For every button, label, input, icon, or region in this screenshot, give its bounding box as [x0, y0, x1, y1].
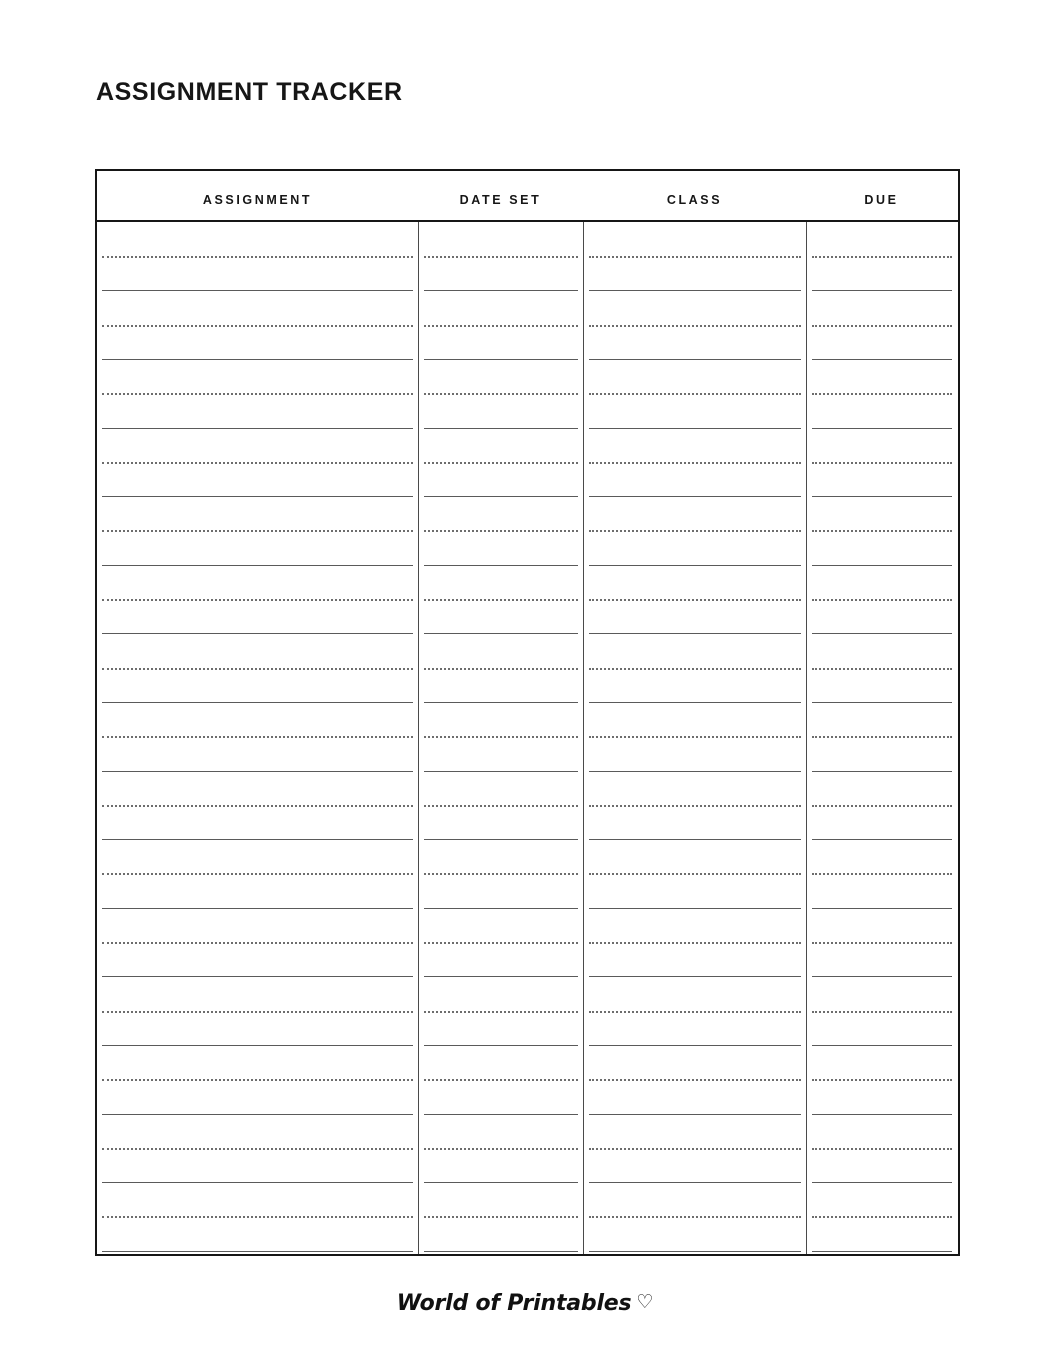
writing-line-solid: [102, 290, 413, 291]
writing-line-dotted: [102, 1148, 413, 1150]
writing-line-solid: [424, 702, 578, 703]
writing-line-solid: [424, 290, 578, 291]
writing-line-dotted: [589, 736, 801, 738]
writing-line-dotted: [589, 1079, 801, 1081]
writing-line-dotted: [812, 462, 952, 464]
writing-line-solid: [589, 702, 801, 703]
writing-line-dotted: [102, 1011, 413, 1013]
writing-line-solid: [102, 976, 413, 977]
writing-line-dotted: [812, 805, 952, 807]
writing-line-solid: [812, 1251, 952, 1252]
writing-line-dotted: [589, 256, 801, 258]
table-body: [97, 222, 958, 1254]
writing-lines-class: [589, 222, 801, 1254]
writing-line-dotted: [589, 942, 801, 944]
writing-line-dotted: [102, 393, 413, 395]
writing-line-solid: [589, 1251, 801, 1252]
writing-line-solid: [424, 839, 578, 840]
writing-line-solid: [589, 565, 801, 566]
writing-line-solid: [424, 1114, 578, 1115]
writing-line-solid: [812, 976, 952, 977]
writing-line-dotted: [589, 1011, 801, 1013]
writing-line-dotted: [424, 1079, 578, 1081]
writing-line-solid: [812, 565, 952, 566]
writing-line-solid: [102, 428, 413, 429]
writing-line-solid: [589, 359, 801, 360]
writing-line-solid: [589, 771, 801, 772]
writing-line-dotted: [424, 256, 578, 258]
writing-line-solid: [424, 428, 578, 429]
writing-line-dotted: [589, 873, 801, 875]
writing-line-solid: [424, 976, 578, 977]
writing-line-solid: [589, 1182, 801, 1183]
writing-line-dotted: [102, 942, 413, 944]
writing-line-solid: [812, 1114, 952, 1115]
writing-line-dotted: [812, 873, 952, 875]
writing-line-dotted: [102, 325, 413, 327]
writing-line-solid: [102, 1182, 413, 1183]
page-title: ASSIGNMENT TRACKER: [96, 78, 403, 106]
assignment-tracker-table: [95, 169, 960, 1256]
column-assignment[interactable]: [97, 222, 418, 1254]
writing-line-dotted: [102, 668, 413, 670]
writing-line-solid: [812, 702, 952, 703]
writing-line-solid: [589, 428, 801, 429]
writing-line-dotted: [102, 530, 413, 532]
writing-line-solid: [589, 908, 801, 909]
writing-line-dotted: [424, 1216, 578, 1218]
writing-line-dotted: [102, 1216, 413, 1218]
writing-line-dotted: [812, 1148, 952, 1150]
writing-line-solid: [812, 1182, 952, 1183]
writing-line-solid: [424, 565, 578, 566]
writing-line-solid: [102, 1114, 413, 1115]
writing-line-solid: [102, 496, 413, 497]
writing-line-dotted: [424, 462, 578, 464]
writing-line-dotted: [424, 668, 578, 670]
heart-icon: ♡: [636, 1291, 654, 1313]
writing-line-dotted: [589, 393, 801, 395]
writing-line-solid: [424, 1182, 578, 1183]
writing-line-solid: [589, 496, 801, 497]
writing-line-dotted: [424, 1148, 578, 1150]
brand-name: World of Printables: [396, 1291, 632, 1316]
writing-line-dotted: [424, 393, 578, 395]
table-header-row: [97, 171, 958, 222]
writing-line-dotted: [812, 393, 952, 395]
writing-line-dotted: [424, 530, 578, 532]
writing-line-dotted: [589, 1216, 801, 1218]
writing-line-solid: [102, 565, 413, 566]
writing-line-solid: [102, 839, 413, 840]
writing-line-dotted: [424, 1011, 578, 1013]
writing-line-dotted: [812, 530, 952, 532]
writing-line-dotted: [589, 599, 801, 601]
writing-line-dotted: [424, 736, 578, 738]
writing-line-solid: [424, 771, 578, 772]
column-header-date-set: DATE SET: [459, 193, 542, 207]
writing-line-solid: [812, 496, 952, 497]
writing-line-solid: [102, 1251, 413, 1252]
writing-lines-assignment: [102, 222, 413, 1254]
writing-line-solid: [102, 908, 413, 909]
writing-line-dotted: [424, 805, 578, 807]
writing-line-dotted: [812, 736, 952, 738]
writing-line-dotted: [102, 873, 413, 875]
writing-line-solid: [812, 1045, 952, 1046]
writing-line-dotted: [589, 1148, 801, 1150]
writing-line-solid: [812, 290, 952, 291]
writing-line-dotted: [424, 873, 578, 875]
writing-line-solid: [589, 839, 801, 840]
column-header-assignment: ASSIGNMENT: [202, 193, 313, 207]
writing-lines-due: [812, 222, 952, 1254]
writing-line-solid: [812, 771, 952, 772]
writing-line-dotted: [812, 1216, 952, 1218]
column-date-set[interactable]: [418, 222, 583, 1254]
writing-line-dotted: [102, 1079, 413, 1081]
writing-line-dotted: [102, 599, 413, 601]
writing-line-solid: [589, 633, 801, 634]
writing-line-solid: [812, 428, 952, 429]
writing-line-solid: [102, 1045, 413, 1046]
writing-lines-date-set: [424, 222, 578, 1254]
writing-line-solid: [424, 1045, 578, 1046]
writing-line-dotted: [102, 462, 413, 464]
writing-line-solid: [424, 359, 578, 360]
writing-line-solid: [589, 290, 801, 291]
writing-line-dotted: [589, 805, 801, 807]
writing-line-dotted: [812, 325, 952, 327]
writing-line-solid: [424, 1251, 578, 1252]
writing-line-solid: [812, 359, 952, 360]
writing-line-dotted: [812, 942, 952, 944]
column-class[interactable]: [583, 222, 806, 1254]
writing-line-solid: [589, 1045, 801, 1046]
writing-line-solid: [424, 496, 578, 497]
writing-line-solid: [102, 633, 413, 634]
writing-line-dotted: [812, 668, 952, 670]
writing-line-dotted: [812, 1011, 952, 1013]
writing-line-solid: [589, 976, 801, 977]
writing-line-solid: [812, 839, 952, 840]
writing-line-dotted: [102, 736, 413, 738]
writing-line-dotted: [102, 805, 413, 807]
writing-line-solid: [589, 1114, 801, 1115]
writing-line-dotted: [812, 256, 952, 258]
writing-line-solid: [812, 633, 952, 634]
writing-line-dotted: [589, 462, 801, 464]
writing-line-dotted: [589, 325, 801, 327]
column-due[interactable]: [806, 222, 957, 1254]
footer-brand: [0, 1291, 1050, 1316]
column-header-due: DUE: [864, 193, 899, 207]
writing-line-dotted: [424, 599, 578, 601]
writing-line-dotted: [424, 325, 578, 327]
column-header-class: CLASS: [666, 193, 723, 207]
writing-line-solid: [102, 702, 413, 703]
writing-line-dotted: [589, 530, 801, 532]
writing-line-dotted: [589, 668, 801, 670]
writing-line-dotted: [424, 942, 578, 944]
writing-line-solid: [102, 359, 413, 360]
writing-line-solid: [812, 908, 952, 909]
writing-line-dotted: [102, 256, 413, 258]
writing-line-solid: [424, 908, 578, 909]
writing-line-solid: [424, 633, 578, 634]
writing-line-solid: [102, 771, 413, 772]
writing-line-dotted: [812, 599, 952, 601]
writing-line-dotted: [812, 1079, 952, 1081]
